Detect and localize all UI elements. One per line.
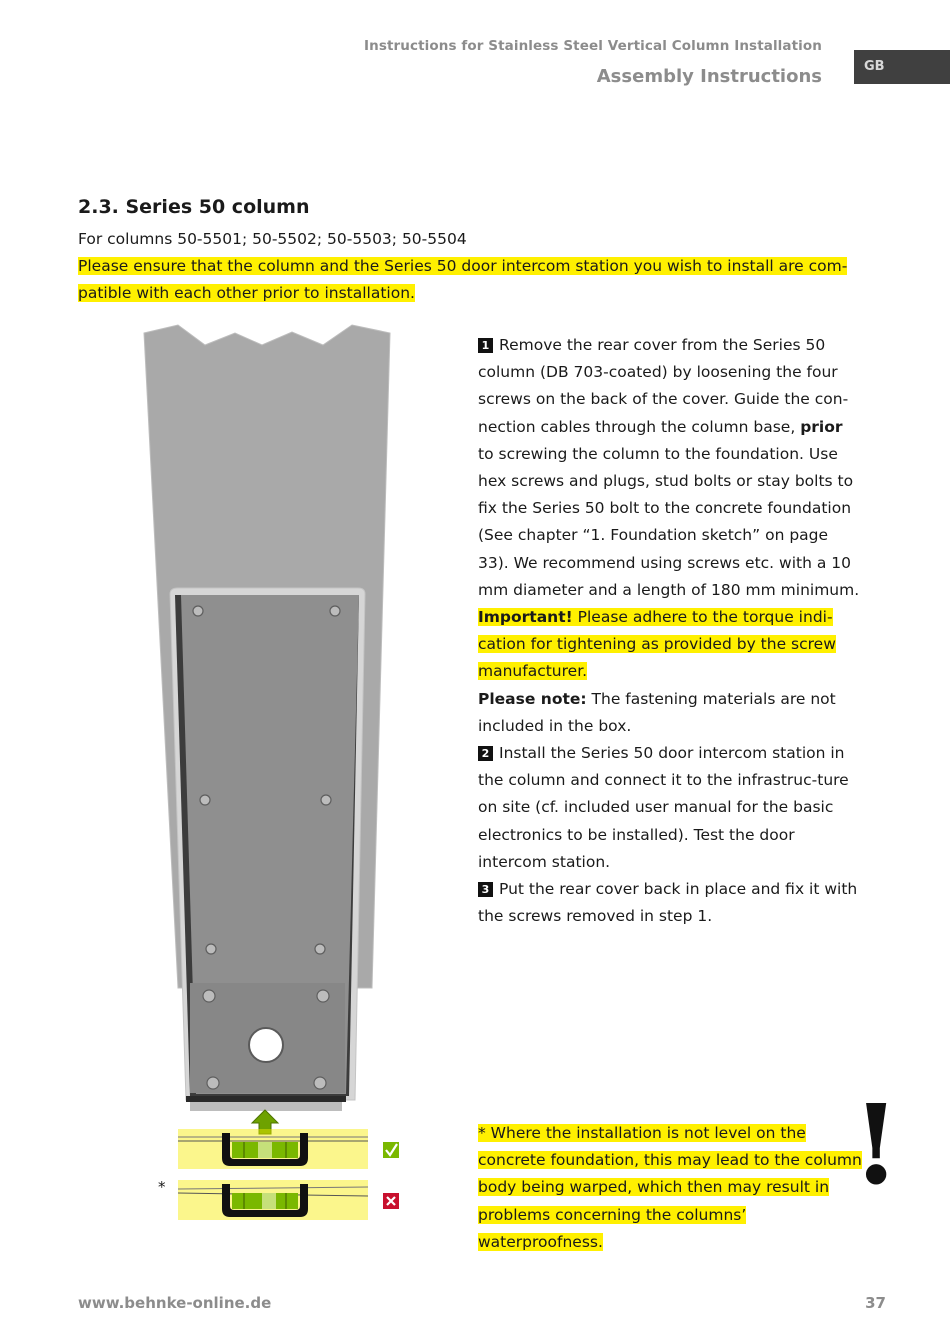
exclamation-icon: ! (852, 1080, 901, 1209)
footer-url[interactable]: www.behnke-online.de (78, 1294, 272, 1312)
instructions-text (478, 332, 863, 930)
please-note: Please note: The fastening materials are not included in the box. (478, 689, 836, 735)
screw (315, 944, 325, 954)
screw (193, 606, 203, 616)
screw (330, 606, 340, 616)
column-bottom-lip (190, 1102, 342, 1111)
screw (317, 990, 329, 1002)
step-3: 3 Put the rear cover back in place and fix it with the screws removed in step 1. (478, 880, 858, 926)
step-number: 1 (478, 338, 493, 353)
warning-note: * Where the installation is not level on the concrete foundation, this may lead to the column body being warped, which then may result in problems concerning the columns’ waterproofness. (478, 1124, 862, 1251)
step-1: 1 Remove the rear cover from the Series 50 column (DB 703-coated) by loosening the four screws on the back of the cover. Guide the con-nection cables through the column base, prior to screwing the column to the foundation. Use hex screws and plugs, stud bolts or stay bolts to fix the Series 50 bolt to the concrete foundation (See chapter “1. Foundation sketch” on page 33). We recommend using screws etc. with a 10 mm diameter and a length of 180 mm minimum. (478, 336, 860, 599)
header-title: Assembly Instructions (596, 66, 822, 87)
screw (206, 944, 216, 954)
step-number: 2 (478, 746, 493, 761)
screw (321, 795, 331, 805)
asterisk-marker: * (158, 1178, 166, 1196)
step-2: 2 Install the Series 50 door intercom station in the column and connect it to the infrastruc-ture on site (cf. included user manual for the basic electronics to be installed). Test the door intercom station. (478, 744, 849, 871)
spirit-level-bad (178, 1180, 368, 1220)
cable-hole (249, 1028, 283, 1062)
page-number: 37 (865, 1294, 886, 1312)
step-number: 3 (478, 882, 493, 897)
compatibility-note: Please ensure that the column and the Series 50 door intercom station you wish to install are com-patible with each other prior to installation. (78, 257, 848, 302)
important-note: Important! Please adhere to the torque indi-cation for tightening as provided by the screw manufacturer. (478, 608, 836, 681)
language-tab: GB (854, 50, 950, 84)
column-bottom-edge (186, 1096, 346, 1102)
check-icon (383, 1142, 399, 1158)
columns-line: For columns 50-5501; 50-5502; 50-5503; 50-5504 (78, 230, 467, 248)
header-subtitle: Instructions for Stainless Steel Vertical Column Installation (363, 38, 822, 54)
screw (314, 1077, 326, 1089)
screw (200, 795, 210, 805)
section-title: 2.3. Series 50 column (78, 196, 310, 218)
screw (207, 1077, 219, 1089)
screw (203, 990, 215, 1002)
spirit-level-ok (178, 1129, 368, 1169)
cross-icon (383, 1193, 399, 1209)
